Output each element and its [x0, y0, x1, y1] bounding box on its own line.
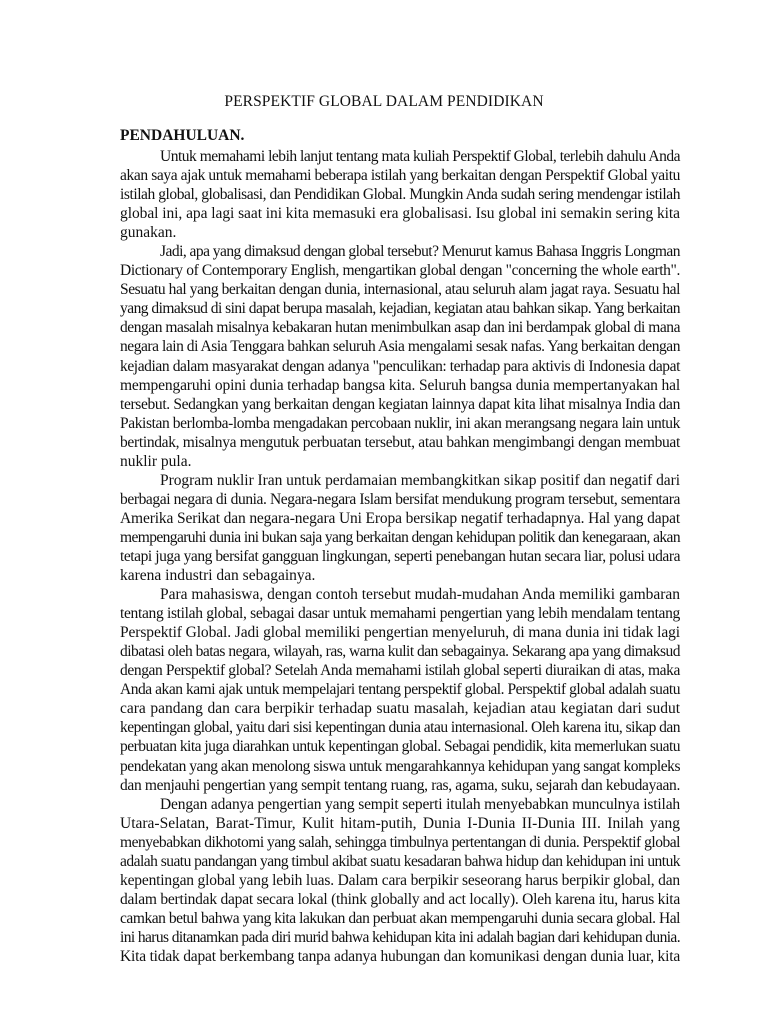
text-line: Sesuatu hal yang berkaitan dengan dunia, internasional, atau seluruh alam jagat raya. Sesuatu hal: [120, 281, 681, 299]
text-line: Perspektif Global. Jadi global memiliki pengertian menyeluruh, di mana dunia ini tidak lagi: [120, 624, 680, 642]
text-line: dibatasi oleh batas negara, wilayah, ras, warna kulit dan sebagainya. Sekarang apa yang dimaksud: [120, 643, 680, 661]
text-line: perbuatan kita juga diarahkan untuk kepentingan global. Sebagai pendidik, kita memerlukan suatu: [120, 738, 681, 756]
text-line: pendekatan yang akan menolong siswa untuk mengarahkannya kehidupan yang sangat kompleks: [120, 757, 681, 775]
text-line: Dengan adanya pengertian yang sempit seperti itulah menyebabkan munculnya istilah: [160, 795, 681, 813]
body-text: [120, 147, 680, 966]
text-line: Untuk memahami lebih lanjut tentang mata kuliah Perspektif Global, terlebih dahulu Anda: [160, 148, 680, 165]
text-line: gunakan.: [120, 224, 177, 242]
text-line: dalam bertindak dapat secara lokal (think globally and act locally). Oleh karena itu, harus kita: [120, 890, 681, 908]
text-line: Program nuklir Iran untuk perdamaian membangkitkan sikap positif dan negatif dari: [160, 471, 681, 489]
text-line: adalah suatu pandangan yang timbul akibat suatu kesadaran bahwa hidup dan kehidupan ini untuk: [120, 852, 681, 870]
text-line: camkan betul bahwa yang kita lakukan dan perbuat akan mempengaruhi dunia secara global. Hal: [120, 909, 681, 927]
text-line: Para mahasiswa, dengan contoh tersebut mudah-mudahan Anda memiliki gambaran: [160, 586, 681, 604]
text-line: mempengaruhi opini dunia terhadap bangsa kita. Seluruh bangsa dunia mempertanyakan hal: [120, 376, 680, 394]
text-line: menyebabkan dikhotomi yang salah, sehingga timbulnya pertentangan di dunia. Perspektif global: [120, 833, 680, 851]
text-line: global ini, apa lagi saat ini kita memasuki era globalisasi. Isu global ini semakin sering kita: [120, 205, 680, 223]
text-line: ini harus ditanamkan pada diri murid bahwa kehidupan kita ini adalah bagian dari kehidupan dunia.: [120, 928, 680, 946]
text-line: kepentingan global yang lebih luas. Dalam cara berpikir seseorang harus berpikir global, dan: [120, 871, 680, 889]
text-line: dan menjauhi pengertian yang sempit tentang ruang, ras, agama, suku, sejarah dan kebudayaan.: [120, 776, 680, 794]
text-line: Jadi, apa yang dimaksud dengan global tersebut? Menurut kamus Bahasa Inggris Longman: [160, 243, 680, 261]
text-line: mempengaruhi dunia ini bukan saja yang berkaitan dengan kehidupan politik dan kenegaraan, akan: [120, 528, 680, 546]
text-line: berbagai negara di dunia. Negara-negara Islam bersifat mendukung program tersebut, sementara: [120, 490, 681, 508]
section-heading: PENDAHULUAN.: [120, 127, 245, 144]
text-line: nuklir pula.: [120, 452, 192, 470]
text-line: istilah global, globalisasi, dan Pendidikan Global. Mungkin Anda sudah sering mendengar istilah: [120, 186, 681, 204]
text-line: dengan Perspektif global? Setelah Anda memahami istilah global seperti diuraikan di atas, maka: [120, 662, 680, 680]
text-line: kejadian dalam masyarakat dengan adanya "penculikan: terhadap para aktivis di Indonesia dapat: [120, 357, 680, 375]
text-line: yang dimaksud di sini dapat berupa masalah, kejadian, kegiatan atau bahkan sikap. Yang berkaitan: [120, 300, 680, 318]
text-line: Dictionary of Contemporary English, mengartikan global dengan "concerning the whole earth".: [120, 262, 681, 280]
text-line: Anda akan kami ajak untuk mempelajari tentang perspektif global. Perspektif global adalah suatu: [120, 681, 680, 699]
text-line: Kita tidak dapat berkembang tanpa adanya hubungan dan komunikasi dengan dunia luar, kita: [120, 947, 681, 965]
text-line: bertindak, misalnya mengutuk perbuatan tersebut, atau bahkan mengimbangi dengan membuat: [120, 433, 680, 451]
text-line: tersebut. Sedangkan yang berkaitan dengan kegiatan lainnya dapat kita lihat misalnya India dan: [120, 395, 680, 413]
text-line: Pakistan berlomba-lomba mengadakan percobaan nuklir, ini akan merangsang negara lain untuk: [120, 414, 680, 432]
text-line: negara lain di Asia Tenggara bahkan seluruh Asia mengalami sesak nafas. Yang berkaitan dengan: [120, 338, 681, 356]
text-line: Utara-Selatan, Barat-Timur, Kulit hitam-putih, Dunia I-Dunia II-Dunia III. Inilah yang: [120, 814, 680, 832]
text-line: cara pandang dan cara berpikir terhadap suatu masalah, kejadian atau kegiatan dari sudut: [120, 700, 680, 718]
text-line: Amerika Serikat dan negara-negara Uni Eropa bersikap negatif terhadapnya. Hal yang dapat: [120, 509, 680, 527]
text-line: kepentingan global, yaitu dari sisi kepentingan dunia atau internasional. Oleh karena itu, sikap dan: [120, 719, 681, 737]
text-line: tetapi juga yang bersifat gangguan lingkungan, seperti penebangan hutan secara liar, polusi udara: [120, 547, 681, 565]
text-line: karena industri dan sebagainya.: [120, 567, 316, 585]
document-title: PERSPEKTIF GLOBAL DALAM PENDIDIKAN: [224, 93, 544, 110]
text-line: tentang istilah global, sebagai dasar untuk memahami pengertian yang lebih mendalam tentang: [120, 605, 680, 623]
text-line: dengan masalah misalnya kebakaran hutan menimbulkan asap dan ini berdampak global di mana: [120, 319, 681, 337]
text-line: akan saya ajak untuk memahami beberapa istilah yang berkaitan dengan Perspektif Global yaitu: [120, 167, 680, 185]
